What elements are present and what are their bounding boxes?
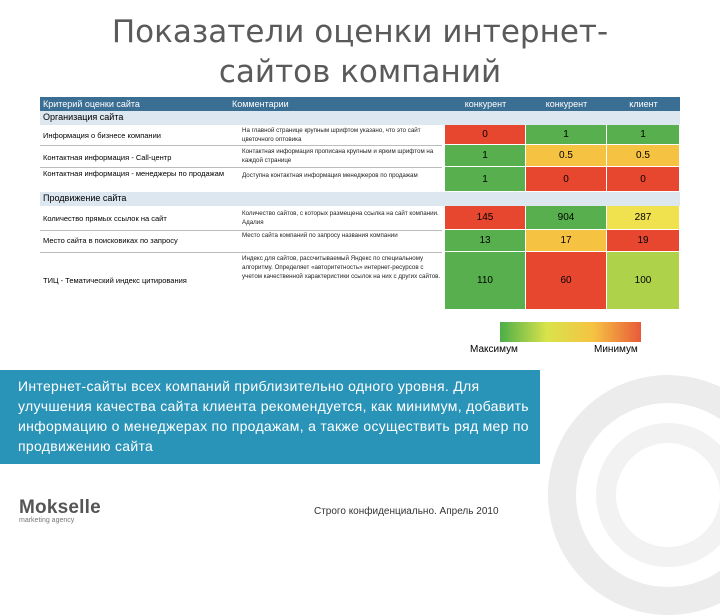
slide-title: Показатели оценки интернет-сайтов компаний — [111, 14, 609, 90]
logo-name: Mokselle — [19, 497, 101, 518]
comment-cell: Контактная информация прописана крупным и ярким шрифтом на каждой странице — [242, 148, 434, 164]
evaluation-table — [40, 97, 680, 312]
footer-note: Строго конфиденциально. Апрель 2010 — [314, 506, 499, 517]
criterion-cell: Количество прямых ссылок на сайт — [43, 214, 167, 223]
value-cell: 904 — [526, 206, 607, 230]
value-cell: 1 — [445, 167, 526, 192]
legend-min-label: Минимум — [594, 344, 638, 355]
value-cell: 100 — [607, 252, 680, 310]
criterion-cell: Информация о бизнесе компании — [43, 131, 161, 140]
comment-cell: Место сайта компаний по запросу названия компании — [242, 232, 398, 239]
value-cell: 13 — [445, 230, 526, 252]
legend-max-label: Максимум — [470, 344, 518, 355]
row-divider — [40, 167, 442, 168]
value-cell: 0 — [607, 167, 680, 192]
company-logo — [19, 497, 101, 524]
value-cell: 0 — [445, 125, 526, 145]
value-cell: 0.5 — [607, 145, 680, 167]
section-row — [40, 192, 680, 206]
value-cell: 1 — [526, 125, 607, 145]
comment-cell: На главной странице крупным шрифтом указано, что это сайт цветочного оптовика — [242, 127, 421, 143]
value-cell: 0.5 — [526, 145, 607, 167]
value-cell: 287 — [607, 206, 680, 230]
criterion-cell: Контактная информация - Call-центр — [43, 153, 172, 162]
value-cell: 0 — [526, 167, 607, 192]
value-cell: 1 — [445, 145, 526, 167]
value-cell: 145 — [445, 206, 526, 230]
header-client: клиент — [629, 99, 658, 109]
value-cell: 17 — [526, 230, 607, 252]
header-competitor-2: конкурент — [545, 99, 588, 109]
value-cell: 19 — [607, 230, 680, 252]
criterion-cell: ТИЦ - Тематический индекс цитирования — [43, 276, 187, 285]
section-row — [40, 111, 680, 125]
color-scale-gradient — [500, 322, 641, 342]
comment-cell: Индекс для сайтов, рассчитываемый Яндекс по специальному алгоритму. Определяет «авторитетность» интернет-ресурсов с учетом качественной характеристики ссылок на них с других сайтов. — [242, 255, 441, 280]
criterion-cell: Контактная информация - менеджеры по продажам — [43, 169, 224, 178]
row-divider — [40, 252, 442, 253]
section-label: Организация сайта — [43, 112, 124, 122]
section-label: Продвижение сайта — [43, 193, 127, 203]
header-comments: Комментарии — [232, 99, 289, 109]
logo-subtitle: marketing agency — [19, 517, 75, 524]
row-divider — [40, 145, 442, 146]
value-cell: 60 — [526, 252, 607, 310]
conclusion-box: Интернет-сайты всех компаний приблизительно одного уровня. Для улучшения качества сайта клиента рекомендуется, как минимум, добавить информацию о менеджерах по продажам, а также осуществить ряд мер по продвижению сайта — [0, 370, 540, 464]
header-criterion: Критерий оценки сайта — [43, 99, 140, 109]
comment-cell: Доступна контактная информация менеджеров по продажам — [242, 172, 418, 179]
comment-cell: Количество сайтов, с которых размещена ссылка на сайт компании. Адалия — [242, 210, 439, 226]
value-cell: 1 — [607, 125, 680, 145]
value-cell: 110 — [445, 252, 526, 310]
header-competitor-1: конкурент — [464, 99, 507, 109]
criterion-cell: Место сайта в поисковиках по запросу — [43, 236, 178, 245]
